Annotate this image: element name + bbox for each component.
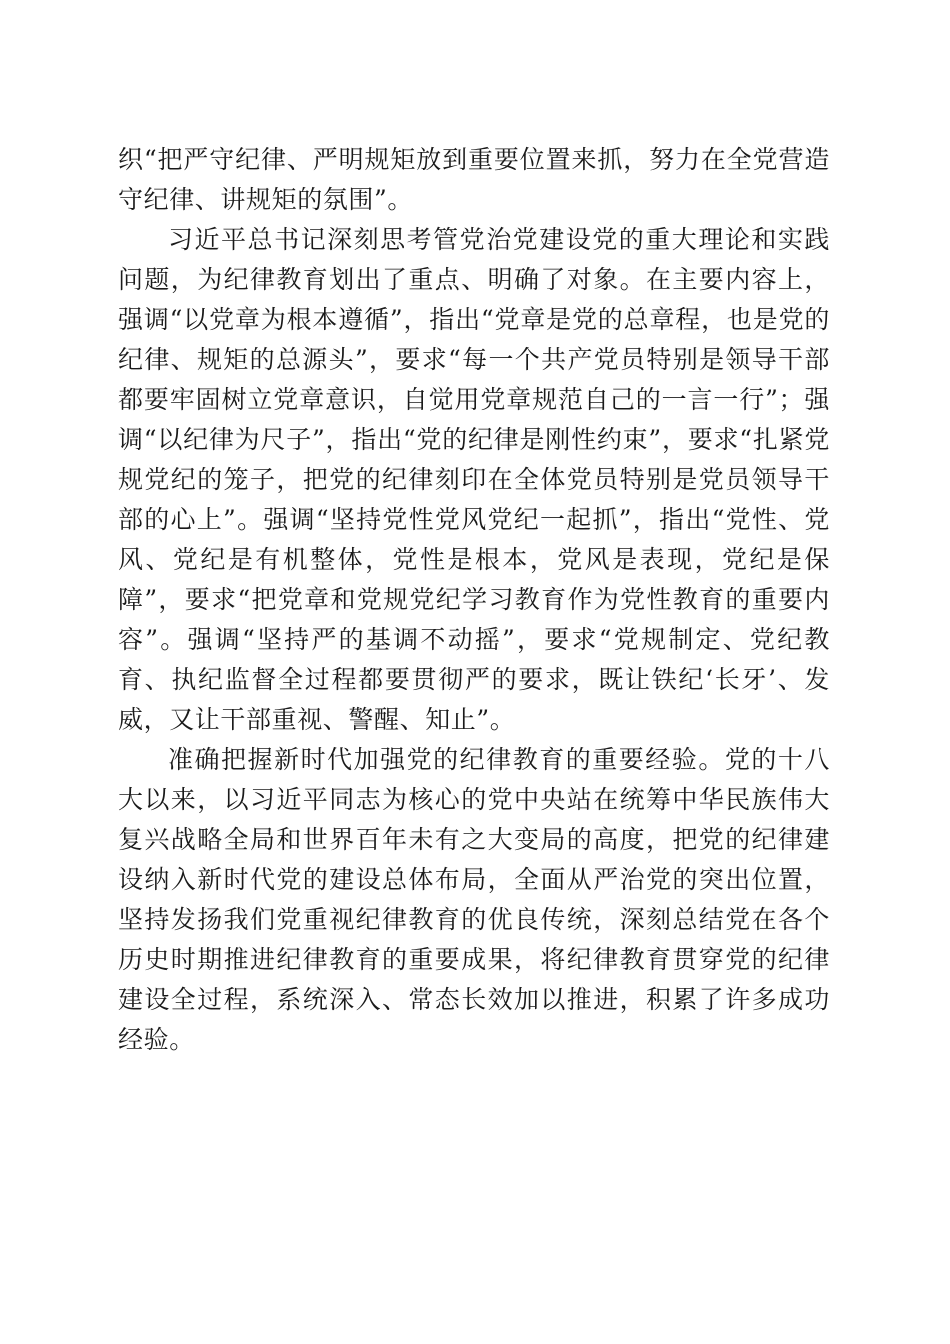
paragraph-important-experience: 准确把握新时代加强党的纪律教育的重要经验。党的十八大以来，以习近平同志为核心的党中央站在统筹中华民族伟大复兴战略全局和世界百年未有之大变局的高度，把党的纪律建设纳入新时代党的建设总体布局，全面从严治党的突出位置，坚持发扬我们党重视纪律教育的优良传统，深刻总结党在各个历史时期推进纪律教育的重要成果，将纪律教育贯穿党的纪律建设全过程，系统深入、常态长效加以推进，积累了许多成功经验。 [118,745,830,1054]
paragraph-xi-discipline-content: 习近平总书记深刻思考管党治党建设党的重大理论和实践问题，为纪律教育划出了重点、明确了对象。在主要内容上，强调“以党章为根本遵循”，指出“党章是党的总章程，也是党的纪律、规矩的总源头”，要求“每一个共产党员特别是领导干部都要牢固树立党章意识，自觉用党章规范自己的一言一行”；强调“以纪律为尺子”，指出“党的纪律是刚性约束”，要求“扎紧党规党纪的笼子，把党的纪律刻印在全体党员特别是党员领导干部的心上”。强调“坚持党性党风党纪一起抓”，指出“党性、党风、党纪是有机整体，党性是根本，党风是表现，党纪是保障”，要求“把党章和党规党纪学习教育作为党性教育的重要内容”。强调“坚持严的基调不动摇”，要求“党规制定、党纪教育、执纪监督全过程都要贯彻严的要求，既让铁纪‘长牙’、发威，又让干部重视、警醒、知止”。 [118,225,830,734]
body-text [118,140,830,1060]
paragraph-continuation: 织“把严守纪律、严明规矩放到重要位置来抓，努力在全党营造守纪律、讲规矩的氛围”。 [118,145,830,214]
